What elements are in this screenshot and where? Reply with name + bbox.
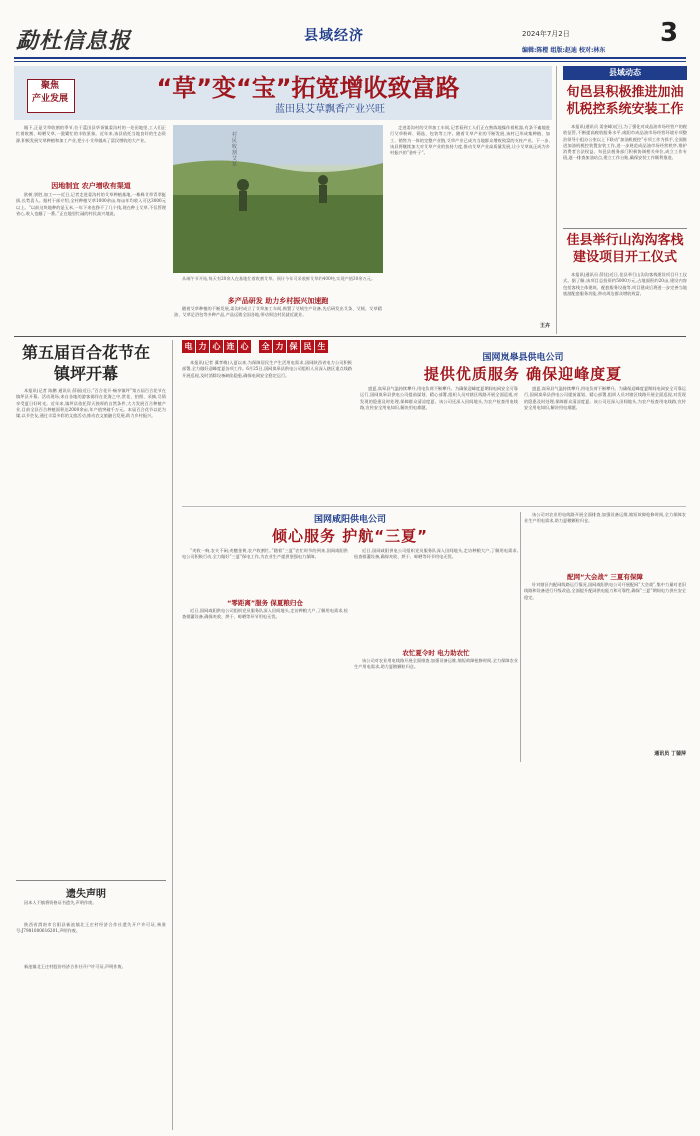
section-title: 县域经济 bbox=[304, 28, 364, 44]
power-intro-body: 本报讯(记者 冀孝梅)入夏以来,为保障居民生产生活用电需求,国网陕西省电力公司积极部署,全力做好迎峰度夏各项工作。6月25日,国网岚皋县供电公司组织人员深入辖区重点线路开展巡视,及时消除设备缺陷隐患,确保电网安全稳定运行。 bbox=[182, 360, 352, 378]
feature-tag-line2: 产业发展 bbox=[31, 94, 68, 104]
sidebar-story2-title: 佳县举行山沟沟客栈建设项目开工仪式 bbox=[566, 233, 684, 265]
notice-title: 遗失声明 bbox=[66, 889, 106, 900]
notice-item-1: 因本人不慎将资格证书遗失,声明作废。 bbox=[24, 900, 97, 905]
baihe-title: 第五届百合花节在镇坪开幕 bbox=[21, 343, 150, 383]
right-col-subhead: 配网“大会战” 三夏有保障 bbox=[567, 573, 643, 581]
sidebar-story1-body: 本报讯(通讯员 姜奎峰)近日,为了强化对成品油市场经营户的税收征管,不断提高税收服务水平,咸阳市成品油市场经营环境专项整治领导小组办公室以上下联动“加油机税控”专项工作为抓手,全面推进加油机税控装置安装工作,进一步规范成品油市场经营秩序,维护消费者合法权益。旬邑县税务部门积极协调相关单位,成立工作专班,逐一排查加油站点,建立工作台账,确保安装工作顺利推进。 bbox=[563, 124, 687, 161]
notice-item-2: 陕西省渭南市合阳县新池镇北王庄村经济合作社遗失开户许可证,核准号:J7981000616201,声明作废。 bbox=[16, 922, 166, 934]
banner-char: 全 bbox=[259, 340, 272, 353]
section-divider bbox=[14, 336, 686, 337]
banner-char: 力 bbox=[196, 340, 209, 353]
artemisia-field-photo bbox=[173, 125, 383, 273]
banner-char: 心 bbox=[238, 340, 251, 353]
banner-char: 心 bbox=[210, 340, 223, 353]
unit1-slogan: 提供优质服务 确保迎峰度夏 bbox=[423, 365, 623, 383]
unit2-subhead-2: 农忙夏令时 电力助农忙 bbox=[402, 649, 470, 657]
power-signature: 通讯员 丁蓥萍 bbox=[654, 751, 686, 757]
sidebar-header: 县域动态 bbox=[609, 68, 641, 77]
power-section-banner bbox=[182, 340, 352, 354]
feature-subhead-1: 因地制宜 农户增收有渠道 bbox=[51, 182, 131, 190]
feature-subtitle: 蓝田县艾草飘香产业兴旺 bbox=[275, 104, 385, 115]
banner-char: 民 bbox=[301, 340, 314, 353]
unit1-body-left: 盛夏,岚皋县气温持续攀升,用电负荷不断攀升。为确保迎峰度夏期间电网安全可靠运行,国网岚皋县供电公司提前谋划、精心部署,组织人员对辖区线路开展全面巡视,对发现的隐患及时处理,保障群众清凉度夏。该公司还深入田间地头,为农户检查用电线路,宣传安全用电知识,解决用电难题。 bbox=[360, 386, 518, 410]
power-divider bbox=[182, 506, 686, 507]
unit2-col2-body: 近日,国网咸阳供电公司组织党员服务队深入田间地头,走访种粮大户,了解用电需求,检查排灌设备,确保麦收、烘干、晾晒等环节用电无忧。 bbox=[354, 548, 518, 560]
header-rule-thin bbox=[14, 61, 686, 62]
unit1-name: 国网岚皋县供电公司 bbox=[482, 353, 564, 363]
sidebar-separator bbox=[563, 228, 687, 229]
sidebar-story2-body: 本报讯(通讯员 薛佳)近日,佳县举行山沟沟客栈建设项目开工仪式。据了解,该项目总投资约5000万元,占地面积约20亩,建设内容包括客栈主体建筑、配套服务设施等,项目建成后将进一步完善当地旅游配套服务功能,带动周边群众增收致富。 bbox=[563, 272, 687, 296]
notice-item-3: 新池镇北王庄村股份经济合作社开户许可证,声明作废。 bbox=[24, 964, 126, 969]
banner-char: 电 bbox=[182, 340, 195, 353]
banner-char: 保 bbox=[287, 340, 300, 353]
feature-tag-line1: 聚焦 bbox=[40, 81, 59, 91]
feature-col2-body: 随着艾草种植的不断发展,姜沟村成立了艾草加工车间,购置了艾绒生产设备,先后研发出艾条、艾绒、艾草精油、艾草足浴包等多种产品,产品远销全国各地,带动周边村民就近就业。 bbox=[174, 306, 382, 318]
header-rule bbox=[14, 57, 686, 59]
baihe-body: 本报讯(记者 陈鹏 通讯员 薛丽)近日,“百合花开·畅享镇坪”第五届百合花节在镇坪县开幕。活动现场,来自各地的游客徜徉在花海之中,赏花、拍照、采摘,尽情享受夏日好时光。近年来,镇坪县依托得天独厚的自然条件,大力发展百合种植产业,目前全县百合种植面积达2000余亩,年产值突破千万元。本届百合花节以花为媒,以节会友,通过丰富多彩的文旅活动,推动农文旅融合发展,助力乡村振兴。 bbox=[16, 388, 166, 419]
banner-char: 连 bbox=[224, 340, 237, 353]
right-col-body: 针对辖区内配网线路运行情况,国网咸阳供电公司开展配网“大会战”,集中力量对老旧线路和设备进行升级改造,全面提升配网供电能力和可靠性,确保“三夏”期间电力供应安全稳定。 bbox=[524, 582, 686, 600]
unit2-body-1: 近日,国网咸阳供电公司组织党员服务队深入田间地头,走访种粮大户,了解用电需求,检查排灌设备,确保麦收、烘干、晾晒等环节用电无忧。 bbox=[182, 608, 348, 620]
banner-gap bbox=[252, 340, 258, 353]
sidebar-story1-title: 旬邑县积极推进加油机税控系统安装工作 bbox=[566, 85, 684, 117]
feature-author: 王卉 bbox=[539, 323, 550, 329]
photo-caption-vertical: 村民收割艾草 bbox=[232, 132, 238, 168]
issue-date: 2024年7月2日 bbox=[522, 30, 570, 38]
power-column-divider bbox=[520, 512, 521, 762]
feature-intro: 眼下,正是艾草收割的季节,位于蓝田县华胥镇姜沟村的一处田地里,工人们正忙着收割、晾晒艾草,一派繁忙的丰收景象。近年来,该县依托当地良好的生态资源,积极发展艾草种植和加工产业,把小小艾草做成了富民增收的大产业。 bbox=[16, 125, 166, 143]
field-photo-illustration bbox=[173, 125, 383, 273]
column-divider bbox=[172, 340, 173, 1130]
unit2-body-2: 该公司对农业用电线路开展全面排查,加强设备运维,缩短故障抢修时间,全力保障农业生产用电需求,助力夏粮颗粒归仓。 bbox=[354, 658, 518, 670]
newspaper-logo: 勐杜信息报 bbox=[16, 28, 132, 54]
editor-credits: 编辑:陈橙 组版:赵迪 校对:林东 bbox=[522, 47, 606, 54]
notice-rule bbox=[16, 880, 166, 881]
sidebar-divider bbox=[556, 66, 557, 334]
right-col-top-body: 该公司对农业用电线路开展全面排查,加强设备运维,缩短故障抢修时间,全力保障农业生产用电需求,助力夏粮颗粒归仓。 bbox=[524, 512, 686, 524]
unit2-name: 国网咸阳供电公司 bbox=[313, 515, 386, 525]
feature-col1-body: 欧树,别胜,加工——近日,记者走进姜沟村的艾草种植基地,一株株艾草青翠挺拔,长势喜人。据村干部介绍,全村种植艾草1000余亩,每亩年均收入可达3000元以上。“以前这块地种的是玉米,一年下来也挣不了几个钱,现在种上艾草,不仅管理省心,收入也翻了一番。”正在地里忙碌的村民高兴地说。 bbox=[16, 192, 166, 216]
unit1-body-right: 盛夏,岚皋县气温持续攀升,用电负荷不断攀升。为确保迎峰度夏期间电网安全可靠运行,国网岚皋县供电公司提前谋划、精心部署,组织人员对辖区线路开展全面巡视,对发现的隐患及时处理,保障群众清凉度夏。该公司还深入田间地头,为农户检查用电线路,宣传安全用电知识,解决用电难题。 bbox=[524, 386, 686, 410]
banner-char: 力 bbox=[273, 340, 286, 353]
banner-char: 生 bbox=[315, 340, 328, 353]
feature-tag bbox=[27, 80, 73, 106]
feature-col3-body: 走进姜沟村的艾草加工车间,记者看到工人们正在熟练地操作着机器,有条不紊地进行艾草粉碎、筛选、包装等工序。随着艾草产业的不断发展,该村已形成集种植、加工、销售为一体的完整产业链,艾草产业已成为当地群众增收致富的支柱产业。下一步,该县将继续加大对艾草产业的扶持力度,推动艾草产业高质量发展,让小艾草真正成为乡村振兴的“金叶子”。 bbox=[390, 125, 550, 156]
page-number: 3 bbox=[660, 18, 679, 48]
unit2-subhead-1: “零距离”服务 保夏粮归仓 bbox=[227, 599, 303, 607]
unit2-intro: “麦收一响,农夫不闲;麦穗金黄,农户收割忙。”随着“三夏”农忙时节的到来,国网咸阳供电公司积极行动,全力做好“三夏”保电工作,为农业生产提供坚强电力保障。 bbox=[182, 548, 348, 560]
feature-subhead-2: 多产品研发 助力乡村振兴加速跑 bbox=[227, 297, 329, 305]
unit2-slogan: 倾心服务 护航“三夏” bbox=[272, 527, 428, 545]
photo-caption: 从端午节开始,每天有20余人在基地忙着收割艾草。预计今年可采收鲜艾草约400吨,实现产值30余万元。 bbox=[182, 276, 376, 281]
feature-title: “草”变“宝”拓宽增收致富路 bbox=[156, 74, 460, 102]
